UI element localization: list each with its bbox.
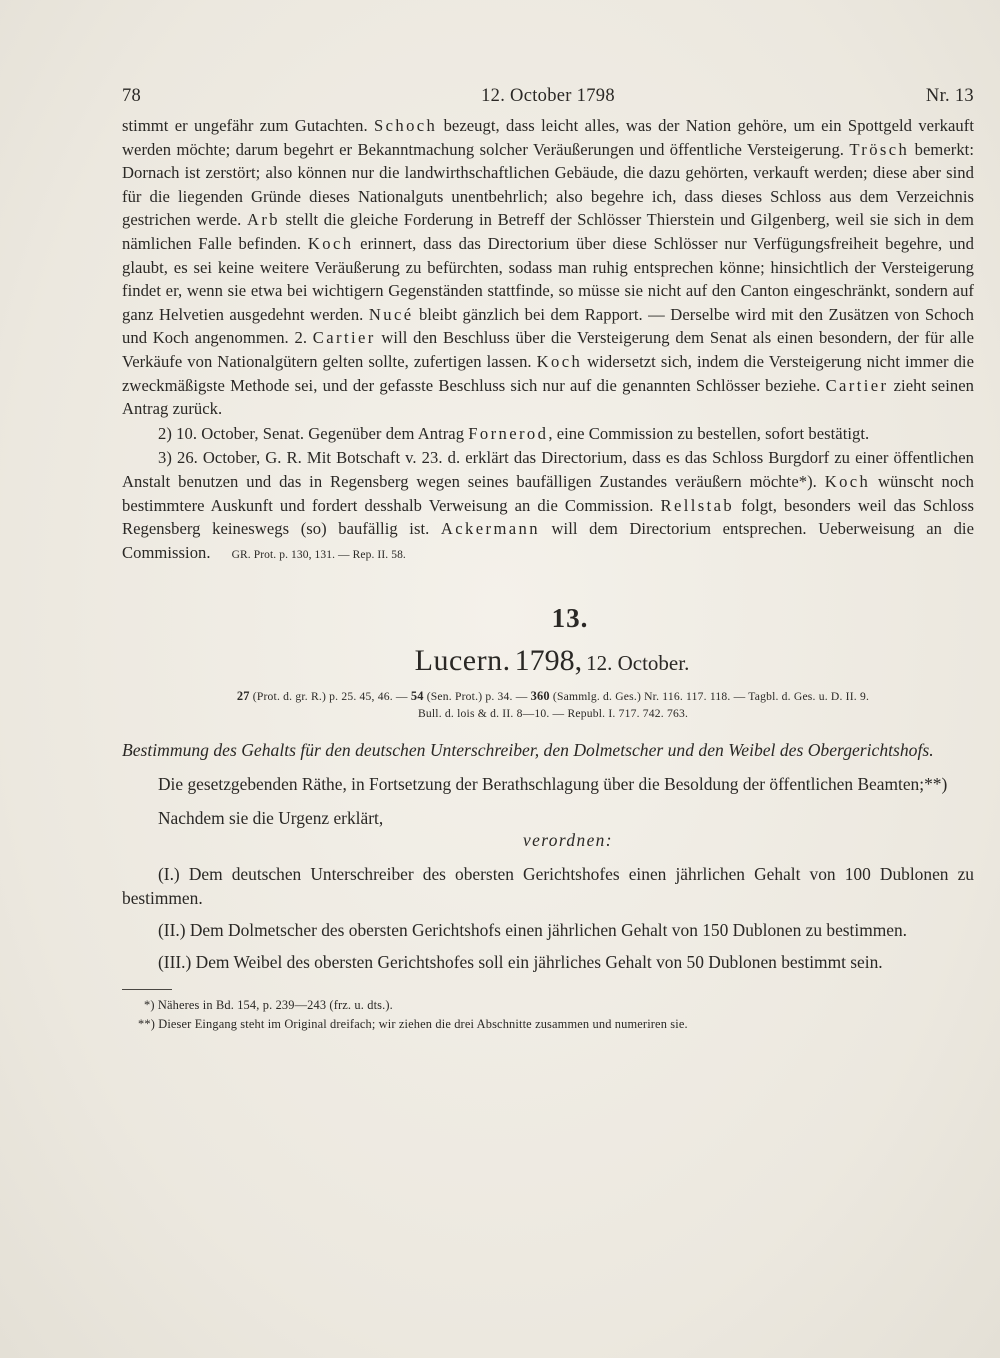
paragraph-council (122, 446, 974, 567)
footnote-2: **) Dieser Eingang steht im Original dreifach; wir ziehen die drei Abschnitte zusammen und numeriren sie. (138, 1017, 688, 1032)
text-run: 2) 10. October, Senat. Gegenüber dem Antrag (158, 423, 469, 443)
header-number: Nr. 13 (925, 86, 974, 106)
paragraph-senate (122, 422, 974, 446)
ref-text: (Sammlg. d. Ges.) Nr. 116. 117. 118. — Tagbl. d. Ges. u. D. II. 9. (549, 690, 870, 704)
text-run: wünscht noch bestimmtere Auskunft und fordert desshalb Verweisung an die Commission. (122, 471, 974, 515)
source-reference: GR. Prot. p. 130, 131. — Rep. II. 58. (231, 548, 406, 561)
speaker-name: Koch (824, 471, 871, 491)
speaker-name: Schoch (373, 116, 438, 135)
text-run: folgt, besonders weil das Schloss Regensberg keineswegs (so) baufällig ist. (122, 495, 974, 539)
page-content (122, 86, 974, 1034)
references-line-1 (132, 688, 974, 705)
references-line-2: Bull. d. lois & d. II. 8—10. — Republ. I. 717. 742. 763. (417, 707, 689, 721)
ref-number: 360 (530, 689, 550, 704)
decree-verb: verordnen: (523, 830, 613, 851)
speaker-name: Koch (307, 233, 354, 253)
decree-urgency: Nachdem sie die Urgenz erklärt, (158, 808, 384, 829)
speaker-name: Fornerod (468, 423, 549, 443)
speaker-name: Cartier (825, 375, 889, 395)
footnote-1: *) Näheres in Bd. 154, p. 239—243 (frz. u. dts.). (144, 998, 393, 1013)
footnote-divider (122, 989, 172, 990)
header-date: 12. October 1798 (481, 86, 615, 106)
text-run: stellt die gleiche Forderung in Betreff der Schlösser Thierstein und Gilgenberg, weil sie sich in dem nämlichen Falle befinden. (122, 210, 974, 253)
text-run: stimmt er ungefähr zum Gutachten. (122, 116, 374, 135)
text-run: will den Beschluss über die Versteigerung dem Senat als einen besondern, der für alle Verkäufe von Nationalgütern gelten sollte, zufertigen lassen. (122, 328, 974, 371)
section-date: 12. October. (586, 651, 690, 676)
ref-number: 54 (410, 689, 424, 704)
decree-title: Bestimmung des Gehalts für den deutschen Unterschreiber, den Dolmetscher und den Weibel des Obergerichtshofs. (122, 740, 934, 761)
section-year: 1798, (514, 644, 583, 678)
speaker-name: Arb (246, 210, 280, 230)
speaker-name: Rellstab (660, 495, 735, 515)
section-place: Lucern. (414, 644, 511, 678)
text-run: 3) 26. October, G. R. Mit Botschaft v. 23. d. erklärt das Directorium, dass es das Schloss Burgdorf zu einer öffentlichen Anstalt benutzen und das in Regensberg wegen seines baufälligen Zustandes veräußern möchte*). (122, 448, 974, 491)
speaker-name: Ackermann (440, 519, 540, 539)
article-2: (II.) Dem Dolmetscher des obersten Gerichtshofs einen jährlichen Gehalt von 150 Dublonen zu bestimmen. (158, 920, 908, 941)
text-run: bezeugt, dass leicht alles, was der Nation gehöre, um ein Spottgeld verkauft werden möchte; darum begehrt er Bekanntmachung solcher Veräußerungen und öffentliche Versteigerung. (122, 116, 975, 159)
text-run: , eine Commission zu bestellen, sofort bestätigt. (548, 423, 870, 443)
speaker-name: Trösch (849, 139, 910, 159)
text-run: bemerkt: Dornach ist zerstört; also können nur die landwirthschaftlichen Gebäude, die dazu gehörten, verkauft werden; diese aber sind für die liegenden Gründe dieses Nationalguts unentbehrlich; also begehre ich, dass dieses Schloss aus dem Verzeichnis gestrichen werde. (122, 139, 975, 230)
section-number: 13. (551, 603, 589, 634)
text-run: bleibt gänzlich bei dem Rapport. — Derselbe wird mit den Zusätzen von Schoch und Koch angenommen. 2. (122, 304, 974, 348)
ref-number: 27 (236, 689, 250, 704)
ref-text: (Sen. Prot.) p. 34. — (423, 690, 531, 704)
article-3: (III.) Dem Weibel des obersten Gerichtshofes soll ein jährliches Gehalt von 50 Dublonen bestimmt sein. (158, 952, 883, 973)
text-run: zieht seinen Antrag zurück. (122, 375, 974, 419)
text-run: will dem Directorium entsprechen. Ueberweisung an die Commission. (122, 519, 974, 562)
article-1: (I.) Dem deutschen Unterschreiber des obersten Gerichtshofes einen jährlichen Gehalt von 100 Dublonen zu bestimmen. (122, 864, 974, 909)
speaker-name: Koch (536, 351, 583, 371)
paragraph-continuation (122, 114, 974, 421)
speaker-name: Cartier (312, 328, 376, 348)
section-heading (122, 644, 974, 678)
running-header (122, 86, 974, 107)
ref-text: (Prot. d. gr. R.) p. 25. 45, 46. — (249, 690, 411, 704)
decree-intro: Die gesetzgebenden Räthe, in Fortsetzung der Berathschlagung über die Besoldung der öffentlichen Beamten;**) (158, 774, 948, 795)
speaker-name: Nucé (368, 304, 414, 324)
text-run: erinnert, dass das Directorium über diese Schlösser nur Verfügungsfreiheit begehre, und glaubt, es sei keine weitere Veräußerung zu befürchten, sodass man ruhig entsprechen könne; hinsichtlich der Versteigerung findet er, wenn sie etwa bei wichtigern Gegenständen stattfinde, so müsse sie nicht auf den Canton eingeschränkt, sondern auf ganz Helvetien ausgedehnt werden. (122, 233, 974, 324)
section-references (122, 688, 974, 722)
text-run: widersetzt sich, indem die Versteigerung nicht immer die zweckmäßigste Methode sei, und der gefasste Beschluss sich nur auf die genannten Schlösser beziehe. (122, 351, 974, 395)
page-number: 78 (122, 86, 142, 106)
